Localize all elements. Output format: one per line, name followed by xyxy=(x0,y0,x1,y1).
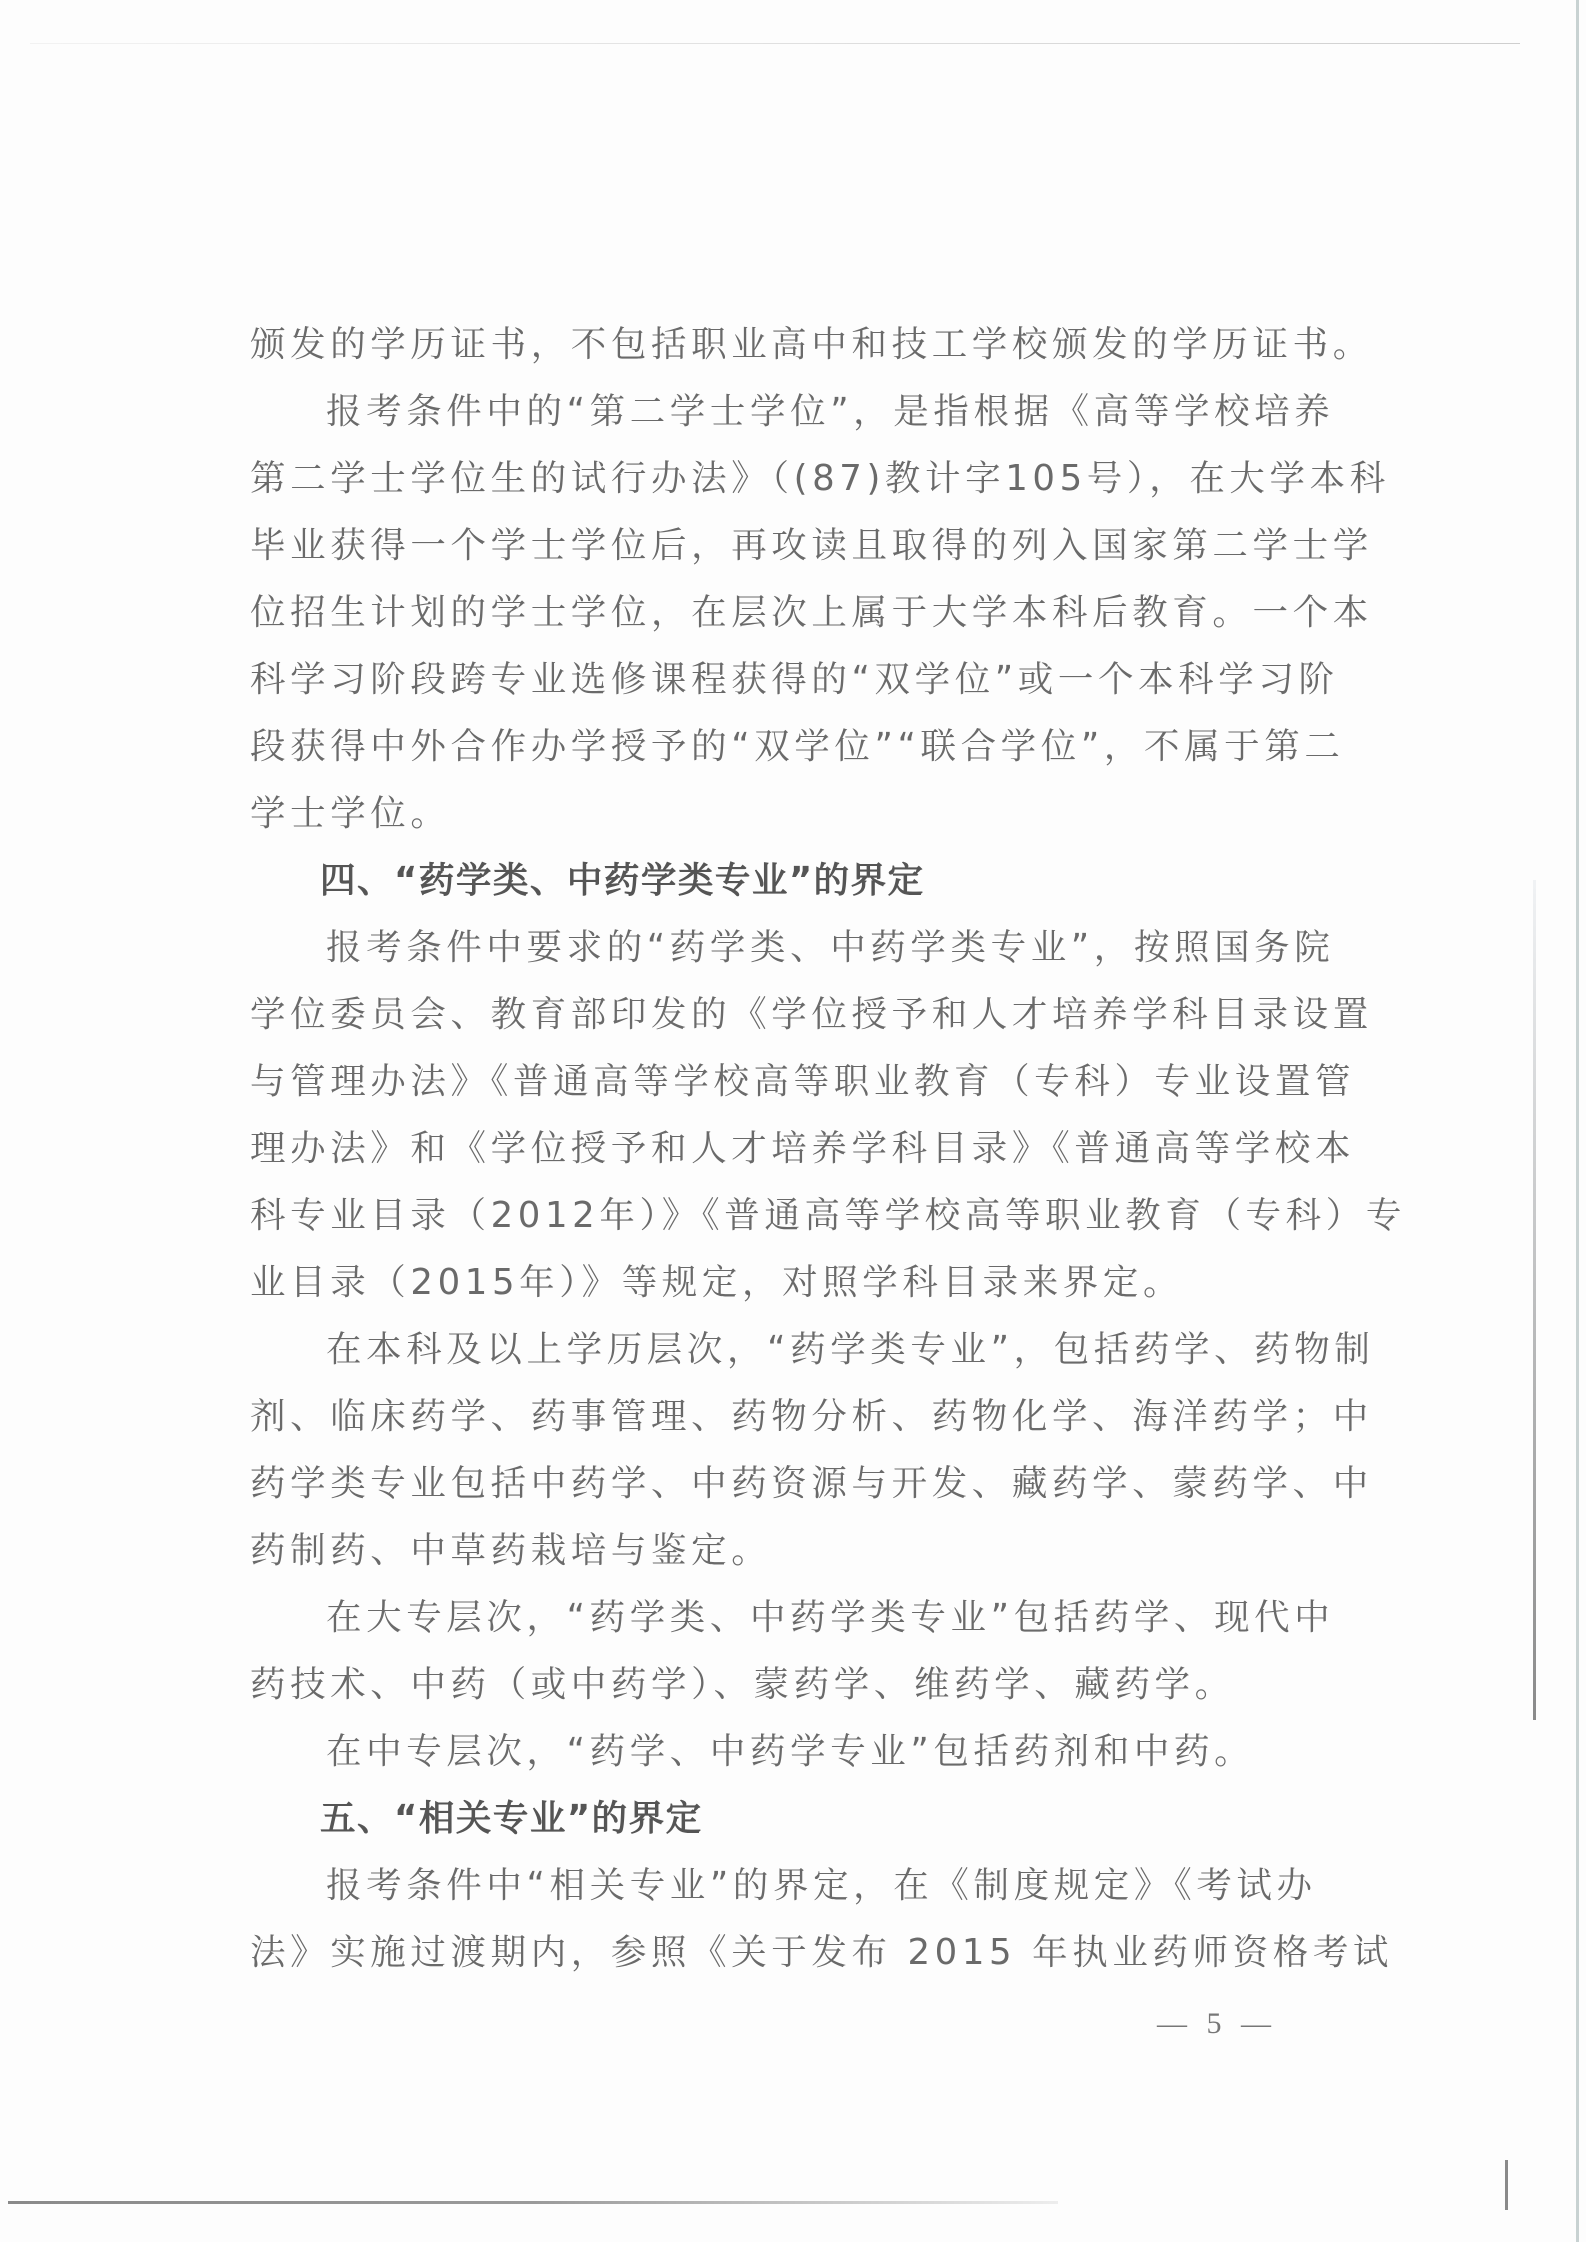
text-line: 药技术、中药（或中药学）、蒙药学、维药学、藏药学。 xyxy=(250,1664,1235,1705)
text-line: 业目录（2015年）》等规定，对照学科目录来界定。 xyxy=(250,1262,1184,1303)
text-line: 学位委员会、教育部印发的《学位授予和人才培养学科目录设置 xyxy=(250,994,1373,1035)
text-line: 报考条件中要求的“药学类、中药学类专业”，按照国务院 xyxy=(326,927,1335,968)
text-line: 在本科及以上学历层次，“药学类专业”，包括药学、药物制 xyxy=(326,1329,1375,1370)
scan-artifact-top-line xyxy=(30,43,1520,44)
text-line: 理办法》和《学位授予和人才培养学科目录》《普通高等学校本 xyxy=(250,1128,1356,1169)
text-line: 在大专层次，“药学类、中药学类专业”包括药学、现代中 xyxy=(326,1597,1335,1638)
text-line: 剂、临床药学、药事管理、药物分析、药物化学、海洋药学；中 xyxy=(250,1396,1373,1437)
text-line: 毕业获得一个学士学位后，再攻读且取得的列入国家第二学士学 xyxy=(250,525,1373,566)
document-body xyxy=(250,311,1406,1986)
text-line: 颁发的学历证书，不包括职业高中和技工学校颁发的学历证书。 xyxy=(250,324,1373,365)
scan-artifact-bottom-line xyxy=(8,2201,1058,2204)
section-heading: 四、“药学类、中药学类专业”的界定 xyxy=(320,860,925,901)
text-line: 报考条件中的“第二学士学位”，是指根据《高等学校培养 xyxy=(326,391,1335,432)
text-line: 与管理办法》《普通高等学校高等职业教育（专科）专业设置管 xyxy=(250,1061,1356,1102)
text-line: 段获得中外合作办学授予的“双学位”“联合学位”，不属于第二 xyxy=(250,726,1345,767)
text-line: 位招生计划的学士学位，在层次上属于大学本科后教育。一个本 xyxy=(250,592,1373,633)
text-line: 第二学士学位生的试行办法》（(87)教计字105号），在大学本科 xyxy=(250,458,1390,499)
scan-artifact-right-mark xyxy=(1533,880,1536,1720)
text-line: 科专业目录（2012年）》《普通高等学校高等职业教育（专科）专 xyxy=(250,1195,1406,1236)
section-heading: 五、“相关专业”的界定 xyxy=(320,1798,703,1839)
text-line: 药学类专业包括中药学、中药资源与开发、藏药学、蒙药学、中 xyxy=(250,1463,1373,1504)
text-line: 在中专层次，“药学、中药学专业”包括药剂和中药。 xyxy=(326,1731,1255,1772)
text-line: 法》实施过渡期内，参照《关于发布 2015 年执业药师资格考试 xyxy=(250,1932,1394,1973)
text-line: 科学习阶段跨专业选修课程获得的“双学位”或一个本科学习阶 xyxy=(250,659,1339,700)
text-line: 报考条件中“相关专业”的界定，在《制度规定》《考试办 xyxy=(326,1865,1317,1906)
text-line: 药制药、中草药栽培与鉴定。 xyxy=(250,1530,772,1571)
scan-artifact-bottom-right-mark xyxy=(1505,2160,1508,2210)
page-number: — 5 — xyxy=(1157,2007,1277,2040)
text-line: 学士学位。 xyxy=(250,793,451,834)
scan-artifact-right-edge xyxy=(1576,0,1579,2242)
